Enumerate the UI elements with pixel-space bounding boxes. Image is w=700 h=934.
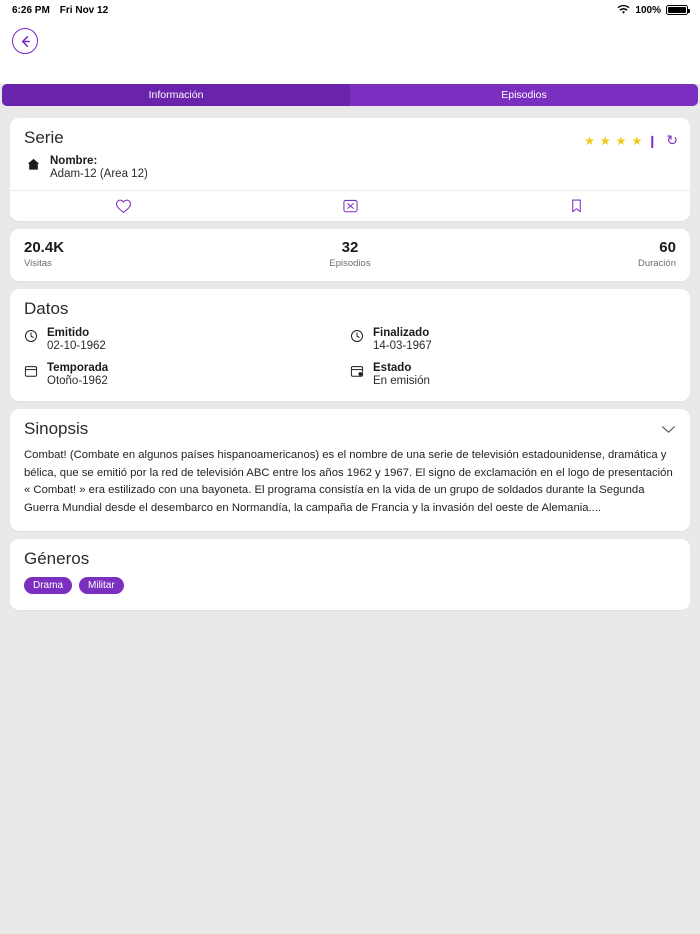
navigation-bar <box>0 20 700 62</box>
navbar-filler <box>0 62 700 84</box>
calendar-icon <box>24 364 38 383</box>
stat-duracion-label: Duración <box>637 258 676 269</box>
datos-title: Datos <box>24 299 69 318</box>
datos-item-key: Finalizado <box>373 327 430 339</box>
watched-action[interactable] <box>237 198 464 214</box>
chevron-down-icon[interactable] <box>661 422 676 437</box>
tab-informacion[interactable] <box>2 84 350 106</box>
tab-episodios-label: Episodios <box>501 89 547 101</box>
datos-item-key: Emitido <box>47 327 90 339</box>
status-bar-right <box>617 5 688 16</box>
status-date: Fri Nov 12 <box>59 4 109 16</box>
datos-card <box>10 289 690 401</box>
datos-item-value: Otoño-1962 <box>47 375 108 387</box>
wifi-icon <box>617 5 630 15</box>
serie-card <box>10 118 690 221</box>
stat-duracion <box>459 239 676 269</box>
stats-row <box>10 229 690 281</box>
tab-episodios[interactable] <box>350 84 698 106</box>
datos-item-emitido <box>24 327 350 352</box>
watched-box-icon <box>342 198 359 214</box>
clock-icon <box>24 329 38 348</box>
main-content <box>0 112 700 610</box>
back-button[interactable] <box>12 28 38 54</box>
datos-item-value: 02-10-1962 <box>47 340 106 352</box>
generos-card <box>10 539 690 610</box>
stat-visitas-value: 20.4K <box>24 239 65 256</box>
sinopsis-text: Combat! (Combate en algunos países hispanoamericanos) es el nombre de una serie de televisión estadounidense, dramática y bélica, que se emitió por la red de televisión ABC entre los años 1962 y 1967. El signo de exclamación en el logo de presentación « Combat! » era estilizado con una bayoneta. El programa consistía en la vida de un grupo de soldados durante la Segunda Guerra Mundial desde el desembarco en Normandía, la campaña de Francia y la invasión del oeste de Alemania.... <box>24 449 673 514</box>
home-icon <box>26 157 41 177</box>
serie-card-title: Serie <box>24 128 64 147</box>
clock-check-icon <box>350 329 364 348</box>
star-icon: ★ <box>584 133 595 148</box>
favorite-action[interactable] <box>10 198 237 214</box>
bookmark-action[interactable] <box>463 198 690 214</box>
bookmark-icon <box>569 198 584 214</box>
tab-informacion-label: Información <box>148 89 204 101</box>
generos-title: Géneros <box>24 549 90 568</box>
datos-item-temporada <box>24 362 350 387</box>
stat-duracion-value: 60 <box>659 239 676 256</box>
stat-episodios-value: 32 <box>341 239 359 256</box>
status-bar-left <box>12 5 108 16</box>
battery-percent: 100% <box>635 4 661 16</box>
generos-list <box>10 575 690 608</box>
stat-episodios <box>241 239 458 269</box>
stat-episodios-label: Episodios <box>329 258 371 269</box>
star-icon: ★ <box>615 133 627 148</box>
sinopsis-header[interactable] <box>10 409 690 441</box>
segmented-tabs <box>2 84 698 106</box>
serie-name-value: Adam-12 (Area 12) <box>50 168 148 180</box>
stat-visitas-label: Visitas <box>24 258 52 269</box>
datos-item-key: Estado <box>373 362 412 374</box>
heart-icon <box>115 198 132 214</box>
arrow-left-icon <box>18 34 33 49</box>
stats-card <box>10 229 690 281</box>
star-icon: ★ <box>631 133 643 148</box>
refresh-icon[interactable]: ↻ <box>666 132 678 148</box>
serie-actions <box>10 190 690 221</box>
sinopsis-card <box>10 409 690 531</box>
stat-visitas <box>24 239 241 269</box>
datos-grid <box>10 325 690 401</box>
rating[interactable] <box>584 128 678 149</box>
star-icon: ★ <box>599 133 611 148</box>
datos-item-finalizado <box>350 327 676 352</box>
datos-item-value: 14-03-1967 <box>373 340 432 352</box>
datos-item-estado <box>350 362 676 387</box>
serie-name-label: Nombre: <box>50 155 98 167</box>
half-star-icon: ❙ <box>647 133 658 148</box>
datos-item-value: En emisión <box>373 375 430 387</box>
status-bar <box>0 0 700 20</box>
calendar-status-icon <box>350 364 364 383</box>
datos-item-key: Temporada <box>47 362 109 374</box>
genre-chip-drama[interactable]: Drama <box>24 577 72 594</box>
genre-chip-militar[interactable]: Militar <box>79 577 124 594</box>
serie-card-header <box>10 118 690 149</box>
serie-name-row <box>10 149 690 190</box>
status-time: 6:26 PM <box>12 4 50 16</box>
battery-icon <box>666 5 688 15</box>
sinopsis-title: Sinopsis <box>24 419 89 438</box>
